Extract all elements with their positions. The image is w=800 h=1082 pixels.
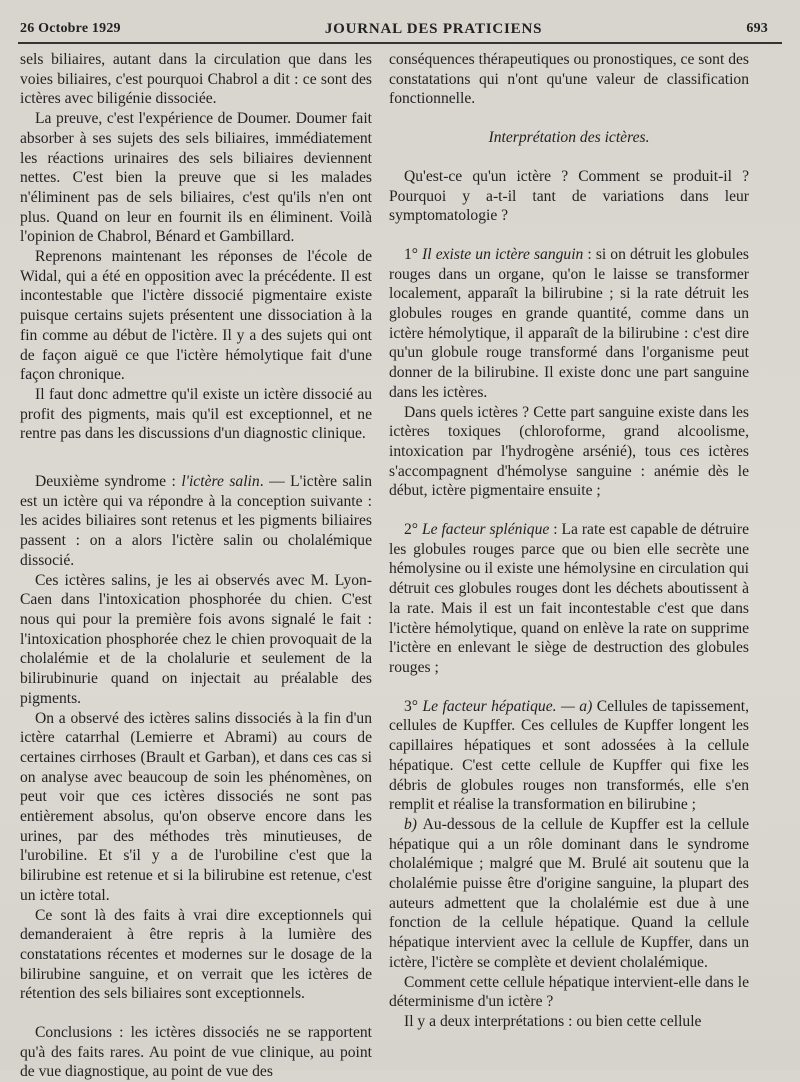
paragraph: Il y a deux interprétations : ou bien cette cellule: [404, 1012, 702, 1030]
paragraph-sanguin: 1° Il existe un ictère sanguin : si on détruit les globules rouges dans un organe, qu'on le laisse se transformer localement, apparaît la bilirubine ; si la rate détruit les globules rouges en grande quantité, comme dans un ictère hémolytique, il apparaît de la bilirubine : c'est dire qu'un globule rouge transformé dans l'organisme peut donner de la bilirubine. Il existe donc une part sanguine dans les ictères.: [389, 245, 749, 401]
term-facteur-hepatique: Le facteur hépatique. — a): [422, 697, 593, 715]
term-facteur-splenique: Le facteur splénique: [421, 521, 550, 539]
paragraph-hepatique: 3° Le facteur hépatique. — a) Cellules de tapissement, cellules de Kupffer. Ces cellules de Kupffer longent les capillaires hépatiques et sont adossées à la cellule hépatique. C'est cette cellule de Kupffer qui fixe les débris de globules rouges non transformés, elle s'en remplit et réalise la transformation en bilirubine ;: [389, 697, 749, 814]
paragraph-b: b) Au-dessous de la cellule de Kupffer est la cellule hépatique qui a un rôle dominant dans le syndrome cholalémique ; malgré que M. Brulé ait soutenu que la cholalémie puisse être d'origine sanguine, la plupart des auteurs admettent que la cholalémie est due à une fonction de la cellule hépatique. Quand la cellule hépatique intervient avec la cellule de Kupffer, dans un ictère, l'ictère se complète et devient cholalémique.: [389, 815, 749, 971]
left-column: [20, 50, 372, 1082]
right-column: [389, 50, 749, 1032]
header-rule: [18, 42, 782, 44]
paragraph: La preuve, c'est l'expérience de Doumer. Doumer fait absorber à ses sujets des sels biliaires, immédiatement les réactions urinaires des sels biliaires deviennent nettes. C'est bien la preuve que si les malades n'éliminent pas de sels biliaires, c'est qu'ils n'en ont plus. Quand on leur en fournit ils en éliminent. Voilà l'opinion de Chabrol, Bénard et Gambillard.: [20, 110, 372, 246]
paragraph: Ce sont là des faits à vrai dire exceptionnels qui demanderaient à être repris à la lumière des constatations récentes et modernes sur le dosage de la bilirubine sanguine, et on verrait que les ictères de rétention des sels biliaires sont exceptionnels.: [20, 906, 372, 1003]
paragraph: Qu'est-ce qu'un ictère ? Comment se produit-il ? Pourquoi y a-t-il tant de variations dans leur symptomatologie ?: [389, 167, 749, 225]
paragraph: Dans quels ictères ? Cette part sanguine existe dans les ictères toxiques (chloroforme, grand alcoolisme, intoxication par l'hydrogène arsénié), tous ces ictères s'accompagnent d'hémolyse sanguine : anémie dès le début, ictère pigmentaire ensuite ;: [389, 403, 749, 500]
paragraph: Ces ictères salins, je les ai observés avec M. Lyon-Caen dans l'intoxication phosphorée du chien. C'est nous qui pour la première fois avons signalé le fait : l'intoxication phosphorée chez le chien provoquait de la cholalémie et de la cholalurie et seulement de la bilirubinurie quand on injectait au préalable des pigments.: [20, 571, 372, 707]
issue-date: 26 Octobre 1929: [20, 21, 121, 36]
page-header: [20, 16, 768, 42]
paragraph: Reprenons maintenant les réponses de l'école de Widal, qui a été en opposition avec la précédente. Il est incontestable que l'ictère dissocié pigmentaire existe puisque certains sujets présentent une dissociation à la fin comme au début de l'ictère. Il y a des sujets qui ont de façon aiguë ce que l'ictère hémolytique fait d'une façon chronique.: [20, 248, 372, 384]
paragraph-splenique: 2° Le facteur splénique : La rate est capable de détruire les globules rouges parce que ou bien elle secrète une hémolysine ou il existe une hémolysine en circulation qui détruit ces globules rouges dont les déchets aboutissent à la rate. Mais il est un fait incontestable c'est que dans l'ictère hémolytique, quand on enlève la rate on supprime l'ictère en enlevant le siège de destruction des globules rouges ;: [389, 521, 749, 676]
paragraph: Comment cette cellule hépatique intervient-elle dans le déterminisme d'un ictère ?: [389, 973, 749, 1011]
paragraph-conclusions: Conclusions : les ictères dissociés ne se rapportent qu'à des faits rares. Au point de vue clinique, au point de vue diagnostique, au point de vue des: [20, 1024, 372, 1081]
term-ictere-salin: l'ictère salin: [181, 473, 260, 491]
paragraph: Il faut donc admettre qu'il existe un ictère dissocié au profit des pigments, mais qu'il est exceptionnel, et ne rentre pas dans les discussions d'un diagnostic clinique.: [20, 385, 372, 443]
paragraph-syndrome: Deuxième syndrome : l'ictère salin. — L'ictère salin est un ictère qui va répondre à la conception suivante : les acides biliaires sont retenus et les pigments biliaires passent : on a alors l'ictère salin ou cholalémique dissocié.: [20, 473, 372, 569]
page-number: 693: [746, 21, 768, 36]
journal-title: JOURNAL DES PRATICIENS: [324, 20, 543, 37]
paragraph: On a observé des ictères salins dissociés à la fin d'un ictère catarrhal (Lemierre et Abrami) au cours de certaines cirrhoses (Brault et Garban), et dans ces cas si on analyse avec beaucoup de soin les phénomènes, on peut voir que ces ictères dissociés ne sont pas entièrement absolus, qu'on observe encore dans les urines, par des méthodes très minutieuses, de l'urobiline. Et s'il y a de l'urobiline c'est que la bilirubine est retenue et si la bilirubine est retenue, c'est un ictère total.: [20, 709, 372, 904]
paragraph: sels biliaires, autant dans la circulation que dans les voies biliaires, c'est pourquoi Chabrol a dit : ce sont des ictères avec biligénie dissociée.: [20, 51, 372, 108]
term-ictere-sanguin: Il existe un ictère sanguin: [422, 245, 584, 263]
section-heading: Interprétation des ictères.: [488, 129, 650, 147]
paragraph: conséquences thérapeutiques ou pronostiques, ce sont des constatations qui n'ont qu'une valeur de classification fonctionnelle.: [389, 51, 749, 108]
